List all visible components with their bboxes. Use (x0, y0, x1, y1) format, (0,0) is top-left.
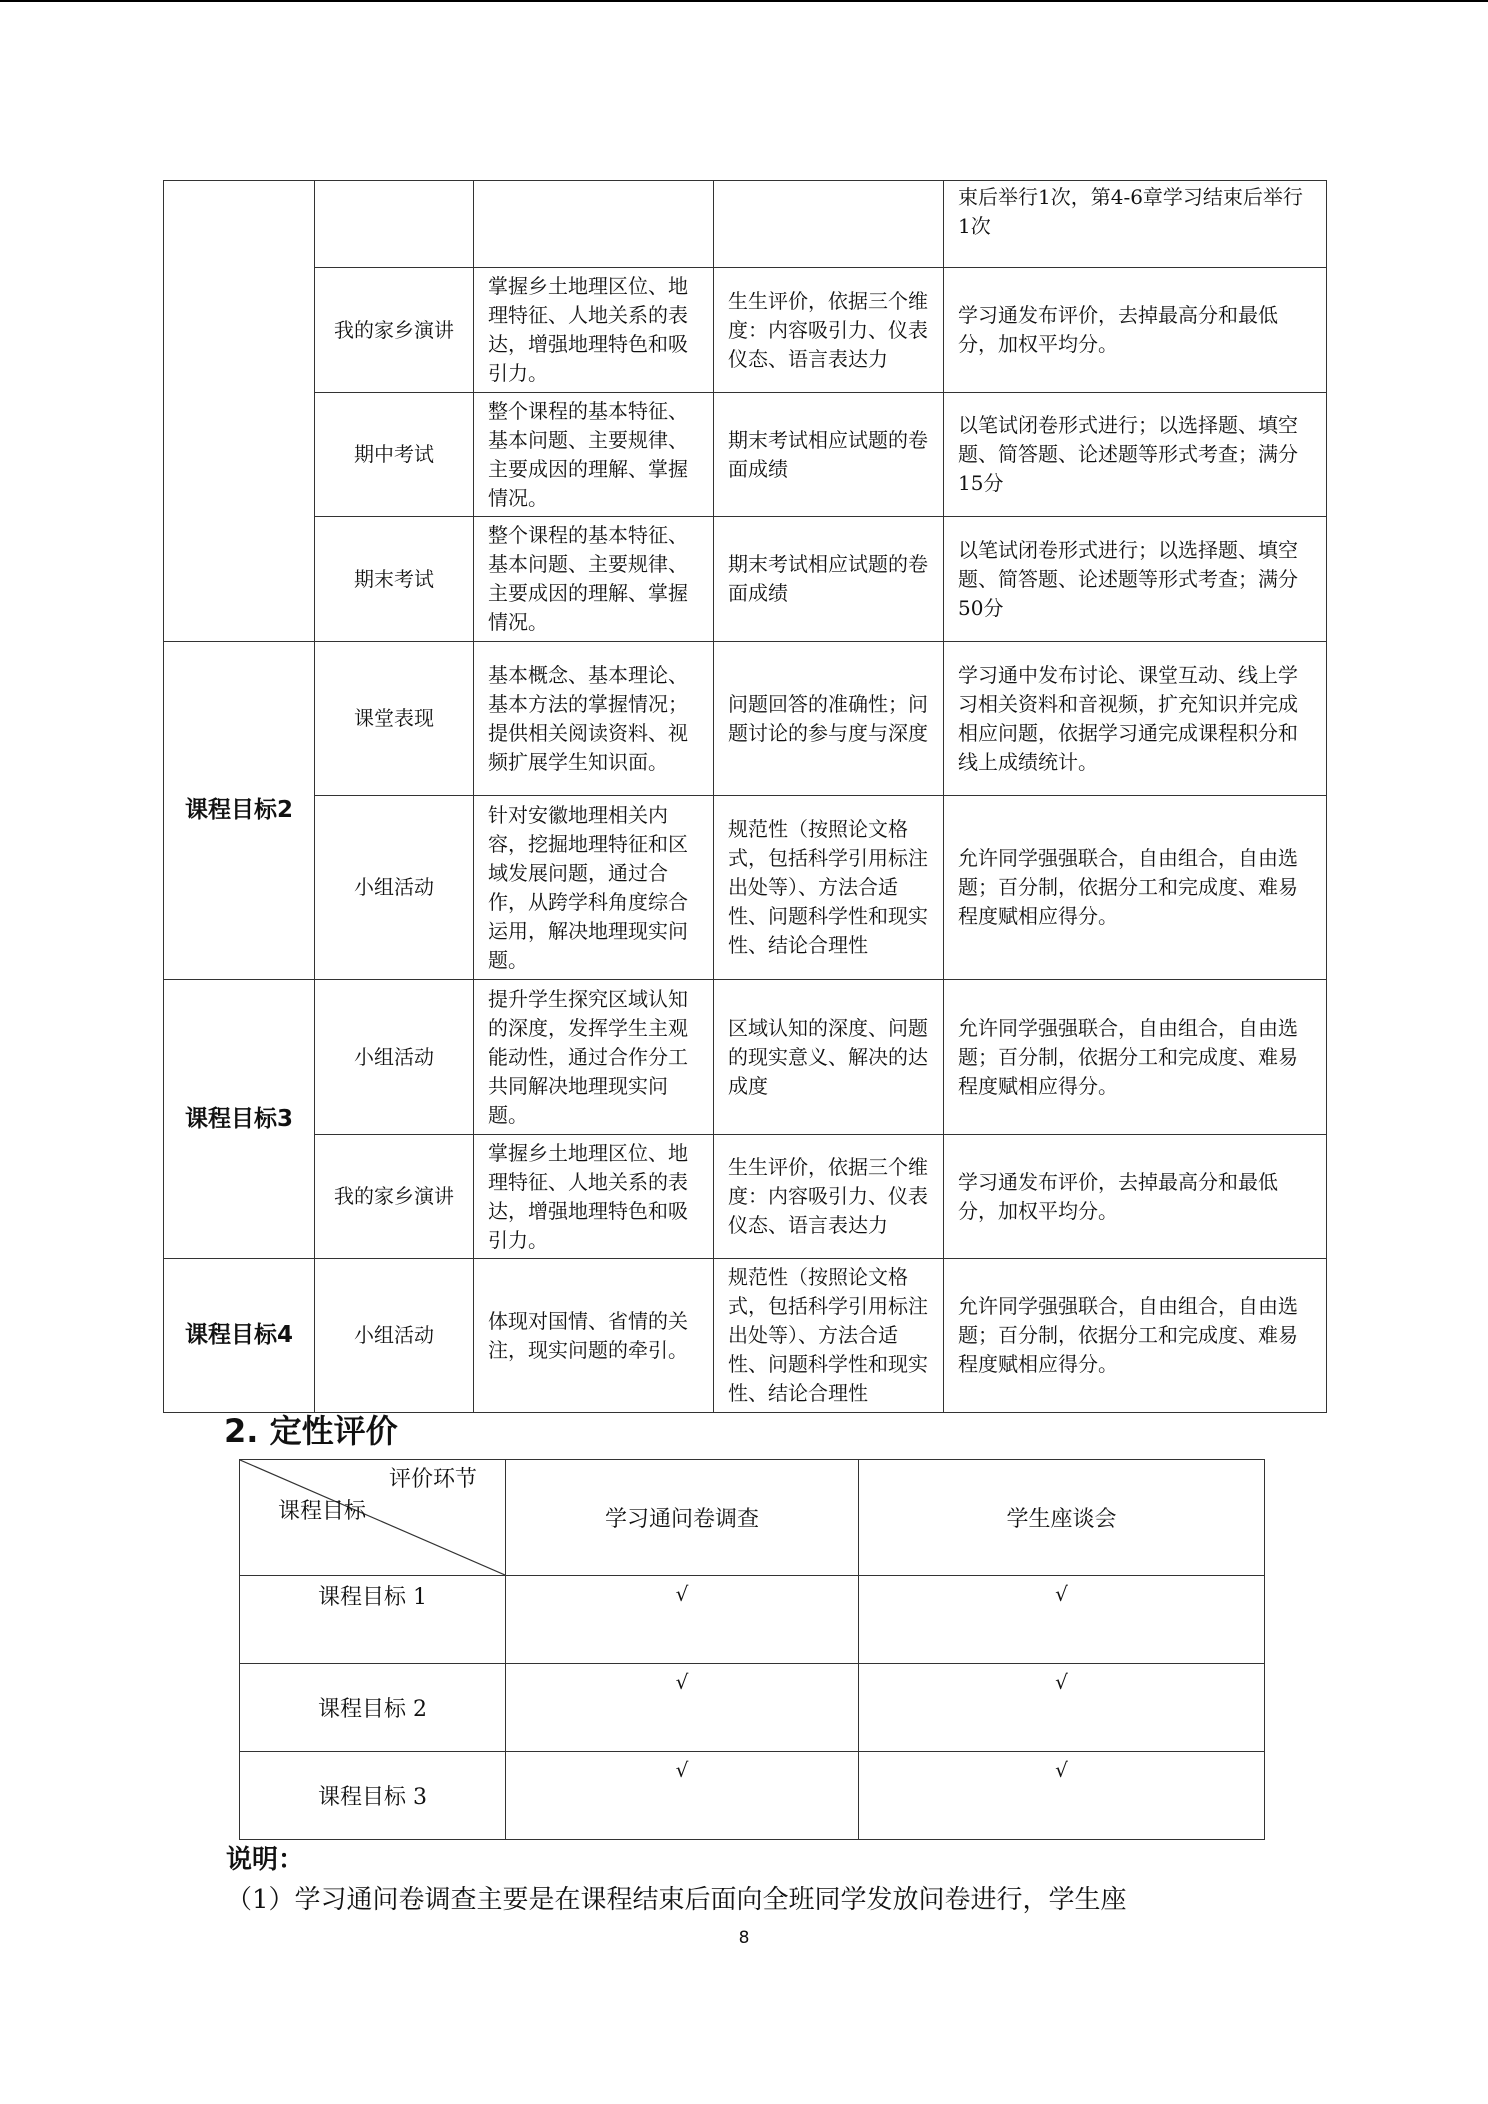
check-mark: √ (506, 1576, 859, 1664)
check-mark: √ (859, 1664, 1265, 1752)
method-text: 以笔试闭卷形式进行；以选择题、填空题、简答题、论述题等形式考查；满分50分 (958, 537, 1298, 620)
link-text: 期末考试 (354, 566, 434, 591)
criteria-cell (714, 181, 944, 268)
table-row (164, 796, 1327, 980)
method-cell (944, 268, 1327, 393)
goal-cell (164, 980, 315, 1259)
content-cell (474, 268, 714, 393)
method-text: 允许同学强强联合，自由组合，自由选题；百分制，依据分工和完成度、难易程度赋相应得分。 (958, 846, 1298, 928)
link-cell (315, 393, 474, 517)
criteria-cell (714, 517, 944, 642)
link-text: 我的家乡演讲 (334, 1184, 454, 1208)
note-paragraph: （1）学习通问卷调查主要是在课程结束后面向全班同学发放问卷进行，学生座 (226, 1885, 1127, 1915)
goal-cell: 课程目标 3 (240, 1752, 506, 1840)
goal-cell (164, 642, 315, 980)
link-text: 课堂表现 (354, 706, 434, 730)
method-cell (944, 517, 1327, 642)
link-cell (315, 1135, 474, 1259)
method-text: 允许同学强强联合，自由组合，自由选题；百分制，依据分工和完成度、难易程度赋相应得分。 (958, 1294, 1298, 1376)
method-cell (944, 1135, 1327, 1259)
diag-top-label: 评价环节 (388, 1467, 477, 1492)
link-text: 小组活动 (354, 1044, 434, 1069)
table-row (164, 393, 1327, 517)
column-header: 学习通问卷调查 (506, 1460, 859, 1576)
goal-text: 课程目标2 (184, 797, 293, 823)
criteria-cell (714, 1259, 944, 1413)
link-cell (315, 181, 474, 268)
content-text: 掌握乡土地理区位、地理特征、人地关系的表达，增强地理特色和吸引力。 (488, 274, 688, 385)
link-cell (315, 1259, 474, 1413)
section-heading: 2. 定性评价 (224, 1412, 398, 1450)
method-cell (944, 980, 1327, 1135)
content-text: 体现对国情、省情的关注，现实问题的牵引。 (488, 1308, 688, 1362)
goal-text: 课程目标3 (184, 1105, 293, 1132)
content-cell (474, 517, 714, 642)
criteria-cell (714, 642, 944, 796)
criteria-text: 期末考试相应试题的卷面成绩 (728, 427, 928, 481)
content-cell (474, 1259, 714, 1413)
diag-bottom-label: 课程目标 (278, 1499, 367, 1524)
link-text: 我的家乡演讲 (334, 317, 454, 342)
table-row (164, 517, 1327, 642)
method-text: 束后举行1次，第4-6章学习结束后举行1次 (958, 185, 1303, 238)
criteria-text: 期末考试相应试题的卷面成绩 (728, 552, 928, 605)
criteria-text: 生生评价，依据三个维度：内容吸引力、仪表仪态、语言表达力 (728, 1155, 928, 1237)
table-row (164, 181, 1327, 268)
content-cell (474, 393, 714, 517)
link-text: 小组活动 (354, 875, 434, 899)
content-text: 整个课程的基本特征、基本问题、主要规律、主要成因的理解、掌握情况。 (488, 523, 688, 634)
note-title: 说明： (226, 1845, 305, 1875)
table-row (164, 1135, 1327, 1259)
qualitative-table (239, 1459, 1265, 1840)
column-header: 学生座谈会 (859, 1460, 1265, 1576)
link-cell (315, 517, 474, 642)
method-cell (944, 181, 1327, 268)
method-text: 学习通发布评价，去掉最高分和最低分，加权平均分。 (958, 303, 1278, 356)
goal-cell (164, 181, 315, 642)
content-cell (474, 796, 714, 980)
content-text: 整个课程的基本特征、基本问题、主要规律、主要成因的理解、掌握情况。 (488, 398, 688, 510)
table-row (240, 1576, 1265, 1664)
criteria-cell (714, 796, 944, 980)
method-text: 允许同学强强联合，自由组合，自由选题；百分制，依据分工和完成度、难易程度赋相应得分。 (958, 1015, 1298, 1098)
check-mark: √ (506, 1752, 859, 1840)
content-text: 掌握乡土地理区位、地理特征、人地关系的表达，增强地理特色和吸引力。 (488, 1140, 688, 1252)
link-text: 小组活动 (354, 1323, 434, 1347)
goal-text: 课程目标4 (184, 1322, 293, 1348)
content-text: 基本概念、基本理论、基本方法的掌握情况；提供相关阅读资料、视频扩展学生知识面。 (488, 662, 688, 774)
content-text: 提升学生探究区域认知的深度，发挥学生主观能动性，通过合作分工共同解决地理现实问题。 (488, 986, 688, 1127)
criteria-text: 区域认知的深度、问题的现实意义、解决的达成度 (728, 1015, 928, 1098)
table-row (240, 1664, 1265, 1752)
page-number: 8 (738, 1928, 750, 1948)
criteria-text: 问题回答的准确性；问题讨论的参与度与深度 (728, 691, 928, 745)
table-row (240, 1752, 1265, 1840)
goal-cell: 课程目标 1 (240, 1576, 506, 1664)
method-text: 学习通中发布讨论、课堂互动、线上学习相关资料和音视频，扩充知识并完成相应问题，依据学习通完成课程积分和线上成绩统计。 (958, 662, 1298, 774)
assessment-table (163, 180, 1327, 1413)
method-cell (944, 796, 1327, 980)
content-cell (474, 1135, 714, 1259)
goal-cell: 课程目标 2 (240, 1664, 506, 1752)
link-cell (315, 980, 474, 1135)
check-mark: √ (506, 1664, 859, 1752)
content-cell (474, 181, 714, 268)
criteria-cell (714, 980, 944, 1135)
page-top-border (0, 0, 1488, 2)
content-cell (474, 642, 714, 796)
table-row (164, 1259, 1327, 1413)
table-row (164, 268, 1327, 393)
table-header-row (240, 1460, 1265, 1576)
check-mark: √ (859, 1752, 1265, 1840)
criteria-text: 规范性（按照论文格式，包括科学引用标注出处等）、方法合适性、问题科学性和现实性、结论合理性 (728, 817, 928, 957)
link-cell (315, 642, 474, 796)
method-text: 学习通发布评价，去掉最高分和最低分，加权平均分。 (958, 1169, 1278, 1223)
criteria-text: 规范性（按照论文格式，包括科学引用标注出处等）、方法合适性、问题科学性和现实性、结论合理性 (728, 1265, 928, 1405)
check-mark: √ (859, 1576, 1265, 1664)
criteria-cell (714, 268, 944, 393)
link-text: 期中考试 (354, 442, 434, 466)
method-cell (944, 393, 1327, 517)
method-text: 以笔试闭卷形式进行；以选择题、填空题、简答题、论述题等形式考查；满分15分 (958, 413, 1298, 495)
goal-cell (164, 1259, 315, 1413)
table-row (164, 980, 1327, 1135)
link-cell (315, 796, 474, 980)
content-cell (474, 980, 714, 1135)
diagonal-header-cell (240, 1460, 506, 1576)
criteria-cell (714, 1135, 944, 1259)
content-text: 针对安徽地理相关内容，挖掘地理特征和区域发展问题，通过合作，从跨学科角度综合运用，解决地理现实问题。 (488, 802, 688, 972)
table-row (164, 642, 1327, 796)
method-cell (944, 1259, 1327, 1413)
link-cell (315, 268, 474, 393)
criteria-text: 生生评价，依据三个维度：内容吸引力、仪表仪态、语言表达力 (728, 288, 928, 371)
criteria-cell (714, 393, 944, 517)
method-cell (944, 642, 1327, 796)
